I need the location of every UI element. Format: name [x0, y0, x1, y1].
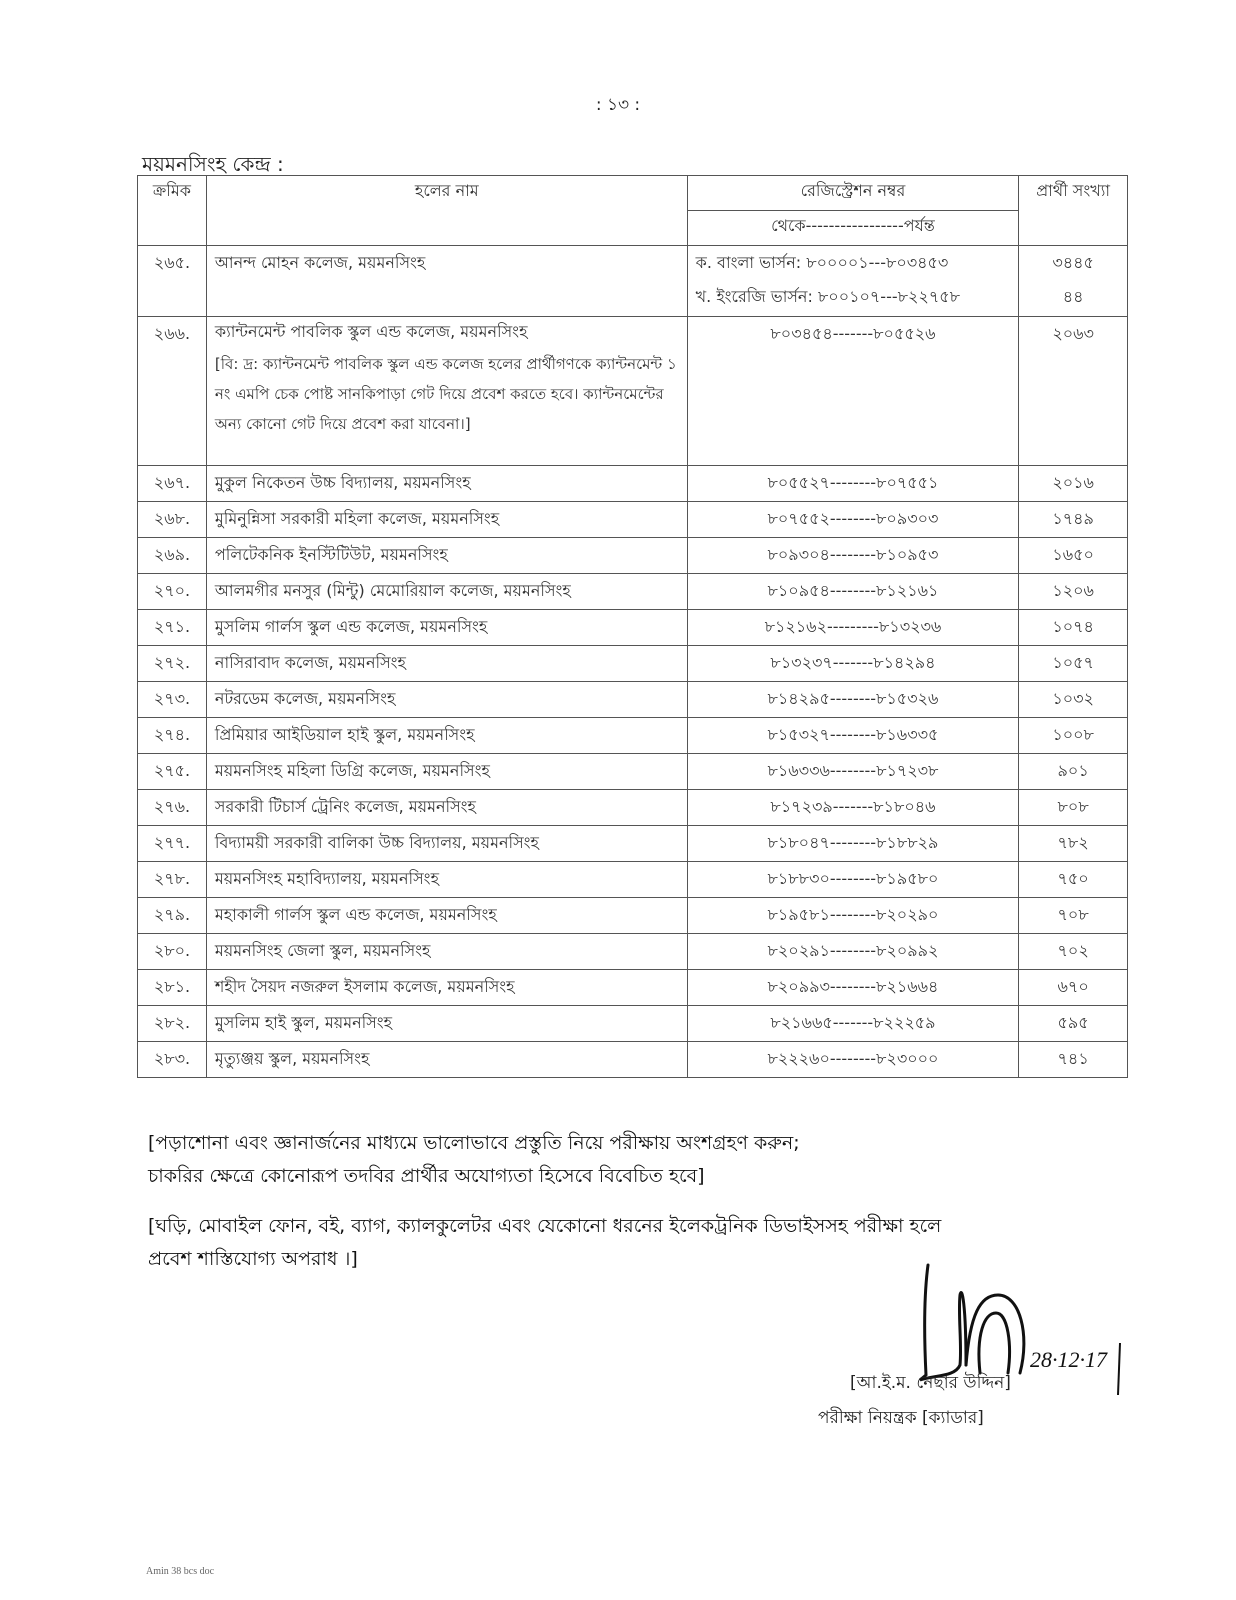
count-cell: ৫৯৫: [1019, 1006, 1128, 1042]
table-row: [138, 682, 1128, 718]
table-row: [138, 466, 1128, 502]
registration-english: খ. ইংরেজি ভার্সন: ৮০০১০৭---৮২২৭৫৮: [695, 287, 960, 306]
serial-cell: ২৮২.: [138, 1006, 207, 1042]
table-row: [138, 502, 1128, 538]
registration-cell: ৮১৮০৪৭--------৮১৮৮২৯: [687, 826, 1019, 862]
table-header-row: [138, 176, 1128, 211]
registration-cell: ৮১০৯৫৪--------৮১২১৬১: [687, 574, 1019, 610]
serial-cell: ২৬৬.: [138, 317, 207, 466]
table-row: [138, 826, 1128, 862]
header-count: প্রার্থী সংখ্যা: [1019, 176, 1128, 246]
count-english: ৪৪: [1062, 287, 1084, 306]
count-cell: ৬৭০: [1019, 970, 1128, 1006]
count-cell: ১২০৬: [1019, 574, 1128, 610]
count-cell: ১০৭৪: [1019, 610, 1128, 646]
table-row: [138, 246, 1128, 317]
serial-cell: ২৮১.: [138, 970, 207, 1006]
registration-cell: ৮০৩৪৫৪-------৮০৫৫২৬: [687, 317, 1019, 466]
notice-line: [ঘড়ি, মোবাইল ফোন, বই, ব্যাগ, ক্যালকুলেটর এবং যেকোনো ধরনের ইলেকট্রনিক ডিভাইসসহ পরীক্ষা হলে: [148, 1215, 942, 1237]
serial-cell: ২৭২.: [138, 646, 207, 682]
count-cell: ১০৫৭: [1019, 646, 1128, 682]
table-row: [138, 718, 1128, 754]
hall-cell: সরকারী টিচার্স ট্রেনিং কলেজ, ময়মনসিংহ: [206, 790, 687, 826]
notice-line: [পড়াশোনা এবং জ্ঞানার্জনের মাধ্যমে ভালোভাবে প্রস্তুতি নিয়ে পরীক্ষায় অংশগ্রহণ করুন;: [148, 1132, 800, 1154]
hall-note: [বি: দ্র: ক্যান্টনমেন্ট পাবলিক স্কুল এন্ড কলেজ হলের প্রার্থীগণকে ক্যান্টনমেন্ট ১ নং এমপি চেক পোষ্ট সানকিপাড়া গেট দিয়ে প্রবেশ করতে হবে। ক্যান্টনমেন্টের অন্য কোনো গেট দিয়ে প্রবেশ করা যাবেনা।]: [214, 355, 677, 433]
hall-cell: মুকুল নিকেতন উচ্চ বিদ্যালয়, ময়মনসিংহ: [206, 466, 687, 502]
count-cell: ২০৬৩: [1019, 317, 1128, 466]
center-title: ময়মনসিংহ কেন্দ্র :: [142, 152, 284, 176]
count-cell: ৭০৮: [1019, 898, 1128, 934]
count-cell: ৭৪১: [1019, 1042, 1128, 1078]
serial-cell: ২৭৪.: [138, 718, 207, 754]
header-hall: হলের নাম: [206, 176, 687, 246]
count-bangla: ৩৪৪৫: [1052, 253, 1094, 272]
hall-cell: মুসলিম গার্লস স্কুল এন্ড কলেজ, ময়মনসিংহ: [206, 610, 687, 646]
table-row: [138, 610, 1128, 646]
hall-cell: ময়মনসিংহ মহিলা ডিগ্রি কলেজ, ময়মনসিংহ: [206, 754, 687, 790]
registration-cell: ৮২২২৬০--------৮২৩০০০: [687, 1042, 1019, 1078]
table-body: [138, 466, 1128, 1078]
registration-cell: ৮১৮৮৩০--------৮১৯৫৮০: [687, 862, 1019, 898]
table-row: [138, 574, 1128, 610]
registration-cell: ৮১৩২৩৭-------৮১৪২৯৪: [687, 646, 1019, 682]
signatory-title: পরীক্ষা নিয়ন্ত্রক [ক্যাডার]: [818, 1408, 984, 1428]
count-cell: ৯০১: [1019, 754, 1128, 790]
hall-cell: প্রিমিয়ার আইডিয়াল হাই স্কুল, ময়মনসিংহ: [206, 718, 687, 754]
serial-cell: ২৭৫.: [138, 754, 207, 790]
table-row: [138, 538, 1128, 574]
hall-cell: নটরডেম কলেজ, ময়মনসিংহ: [206, 682, 687, 718]
table-row: [138, 317, 1128, 466]
table-row: [138, 934, 1128, 970]
registration-cell: ৮০৫৫২৭--------৮০৭৫৫১: [687, 466, 1019, 502]
header-serial: ক্রমিক: [138, 176, 207, 246]
serial-cell: ২৬৭.: [138, 466, 207, 502]
serial-cell: ২৭০.: [138, 574, 207, 610]
count-cell: ১৭৪৯: [1019, 502, 1128, 538]
serial-cell: ২৭৬.: [138, 790, 207, 826]
count-cell: ১০৩২: [1019, 682, 1128, 718]
serial-cell: ২৭৮.: [138, 862, 207, 898]
serial-cell: ২৬৫.: [138, 246, 207, 317]
table-row: [138, 1006, 1128, 1042]
serial-cell: ২৭৯.: [138, 898, 207, 934]
notice-devices: [148, 1210, 941, 1276]
hall-cell: বিদ্যাময়ী সরকারী বালিকা উচ্চ বিদ্যালয়, ময়মনসিংহ: [206, 826, 687, 862]
count-cell: [1019, 246, 1128, 317]
registration-cell: ৮১৭২৩৯-------৮১৮০৪৬: [687, 790, 1019, 826]
table-row: [138, 862, 1128, 898]
hall-cell: ময়মনসিংহ মহাবিদ্যালয়, ময়মনসিংহ: [206, 862, 687, 898]
svg-text:28·12·17: 28·12·17: [1030, 1347, 1107, 1372]
hall-cell: মহাকালী গার্লস স্কুল এন্ড কলেজ, ময়মনসিংহ: [206, 898, 687, 934]
registration-cell: ৮১৬৩৩৬--------৮১৭২৩৮: [687, 754, 1019, 790]
registration-cell: [687, 246, 1019, 317]
registration-cell: ৮১৯৫৮১--------৮২০২৯০: [687, 898, 1019, 934]
signatory-name: [আ.ই.ম. নেছার উদ্দিন]: [850, 1373, 1011, 1393]
serial-cell: ২৬৮.: [138, 502, 207, 538]
notice-preparation: [148, 1127, 800, 1193]
hall-cell: আলমগীর মনসুর (মিন্টু) মেমোরিয়াল কলেজ, ময়মনসিংহ: [206, 574, 687, 610]
table-row: [138, 646, 1128, 682]
registration-cell: ৮১৪২৯৫--------৮১৫৩২৬: [687, 682, 1019, 718]
hall-cell: মুসলিম হাই স্কুল, ময়মনসিংহ: [206, 1006, 687, 1042]
notice-line: প্রবেশ শাস্তিযোগ্য অপরাধ ।]: [148, 1248, 358, 1270]
registration-cell: ৮১২১৬২---------৮১৩২৩৬: [687, 610, 1019, 646]
hall-cell: নাসিরাবাদ কলেজ, ময়মনসিংহ: [206, 646, 687, 682]
table-row: [138, 1042, 1128, 1078]
registration-cell: ৮২১৬৬৫-------৮২২২৫৯: [687, 1006, 1019, 1042]
header-registration: রেজিস্ট্রেশন নম্বর: [687, 176, 1019, 211]
hall-cell: মৃত্যুঞ্জয় স্কুল, ময়মনসিংহ: [206, 1042, 687, 1078]
count-cell: ৭৮২: [1019, 826, 1128, 862]
header-range: থেকে-----------------পর্যন্ত: [687, 211, 1019, 246]
count-cell: ২০১৬: [1019, 466, 1128, 502]
hall-cell: ময়মনসিংহ জেলা স্কুল, ময়মনসিংহ: [206, 934, 687, 970]
table-row: [138, 898, 1128, 934]
footer-filename: Amin 38 bcs doc: [146, 1566, 215, 1577]
count-cell: ১০০৮: [1019, 718, 1128, 754]
table-row: [138, 754, 1128, 790]
count-cell: ৭৫০: [1019, 862, 1128, 898]
registration-cell: ৮১৫৩২৭--------৮১৬৩৩৫: [687, 718, 1019, 754]
count-cell: ৮০৮: [1019, 790, 1128, 826]
serial-cell: ২৬৯.: [138, 538, 207, 574]
hall-name: ক্যান্টনমেন্ট পাবলিক স্কুল এন্ড কলেজ, ময়মনসিংহ: [214, 322, 528, 341]
table-row: [138, 970, 1128, 1006]
exam-hall-table: [137, 175, 1128, 1078]
serial-cell: ২৮৩.: [138, 1042, 207, 1078]
count-cell: ১৬৫০: [1019, 538, 1128, 574]
hall-cell: [206, 317, 687, 466]
registration-cell: ৮২০৯৯৩--------৮২১৬৬৪: [687, 970, 1019, 1006]
registration-cell: ৮০৯৩০৪--------৮১০৯৫৩: [687, 538, 1019, 574]
hall-cell: পলিটেকনিক ইনস্টিটিউট, ময়মনসিংহ: [206, 538, 687, 574]
serial-cell: ২৭১.: [138, 610, 207, 646]
count-cell: ৭০২: [1019, 934, 1128, 970]
registration-bangla: ক. বাংলা ভার্সন: ৮০০০০১---৮০৩৪৫৩: [695, 253, 949, 272]
notice-line: চাকরির ক্ষেত্রে কোনোরূপ তদবির প্রার্থীর অযোগ্যতা হিসেবে বিবেচিত হবে]: [148, 1165, 705, 1187]
serial-cell: ২৭৭.: [138, 826, 207, 862]
serial-cell: ২৮০.: [138, 934, 207, 970]
hall-cell: আনন্দ মোহন কলেজ, ময়মনসিংহ: [206, 246, 687, 317]
hall-cell: শহীদ সৈয়দ নজরুল ইসলাম কলেজ, ময়মনসিংহ: [206, 970, 687, 1006]
hall-cell: মুমিনুন্নিসা সরকারী মহিলা কলেজ, ময়মনসিংহ: [206, 502, 687, 538]
table-row: [138, 790, 1128, 826]
serial-cell: ২৭৩.: [138, 682, 207, 718]
registration-cell: ৮২০২৯১--------৮২০৯৯২: [687, 934, 1019, 970]
page-number: : ১৩ :: [595, 95, 641, 115]
registration-cell: ৮০৭৫৫২--------৮০৯৩০৩: [687, 502, 1019, 538]
